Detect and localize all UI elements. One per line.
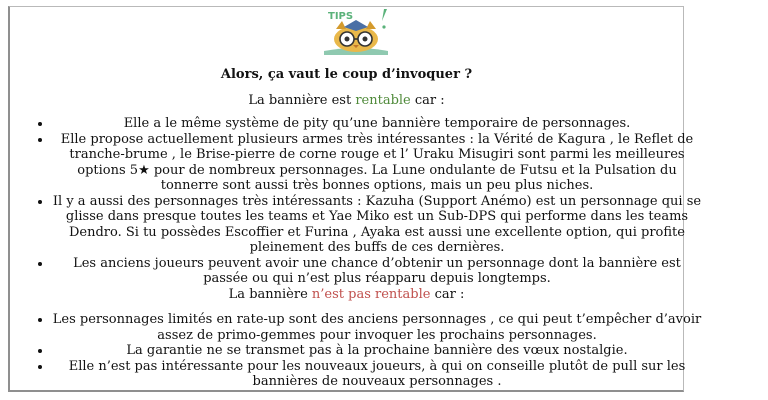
pros-list xyxy=(30,116,702,287)
pros-prefix: La bannière est xyxy=(248,93,356,108)
list-item: • Elle n’est pas intéressante pour les nouveaux joueurs, à qui on conseille plutôt de pull sur les bannières de nouveaux personnages . xyxy=(52,359,702,390)
list-item: • La garantie ne se transmet pas à la prochaine bannière des vœux nostalgie. xyxy=(52,343,702,359)
pros-highlight: rentable xyxy=(355,93,411,108)
cons-highlight: n’est pas rentable xyxy=(311,287,431,302)
cons-list xyxy=(30,312,702,390)
pros-suffix: car : xyxy=(410,93,445,108)
page-title: Alors, ça vaut le coup d’invoquer ? xyxy=(220,67,473,82)
owl-with-glasses-icon xyxy=(320,7,392,57)
list-item: • Elle propose actuellement plusieurs armes très intéressantes : la Vérité de Kagura , le Reflet de tranche-brume , le Brise-pierre de corne rouge et l’ Uraku Misugiri sont parmi les meilleures options 5★ pour de nombreux personnages. La Lune ondulante de Futsu et la Pulsation du tonnerre sont aussi très bonnes options, mais un peu plus niches. xyxy=(52,132,702,194)
cons-suffix: car : xyxy=(430,287,465,302)
article-card xyxy=(8,6,702,392)
cons-heading xyxy=(10,287,683,302)
pros-heading xyxy=(10,93,683,108)
list-item: • Il y a aussi des personnages très intéressants : Kazuha (Support Anémo) est un personnage qui se glisse dans presque toutes les teams et Yae Miko est un Sub-DPS qui performe dans les teams Dendro. Si tu possèdes Escoffier et Furina , Ayaka est aussi une excellente option, qui profite pleinement des buffs de ces dernières. xyxy=(52,194,702,256)
list-item: • Les personnages limités en rate-up sont des anciens personnages , ce qui peut t’empêcher d’avoir assez de primo-gemmes pour invoquer les prochains personnages. xyxy=(52,312,702,343)
cons-prefix: La bannière xyxy=(228,287,312,302)
list-item: • Elle a le même système de pity qu’une bannière temporaire de personnages. xyxy=(52,116,702,132)
list-item: • Les anciens joueurs peuvent avoir une chance d’obtenir un personnage dont la bannière est passée ou qui n’est plus réapparu depuis longtemps. xyxy=(52,256,702,287)
logo-text: TIPS xyxy=(328,11,354,22)
